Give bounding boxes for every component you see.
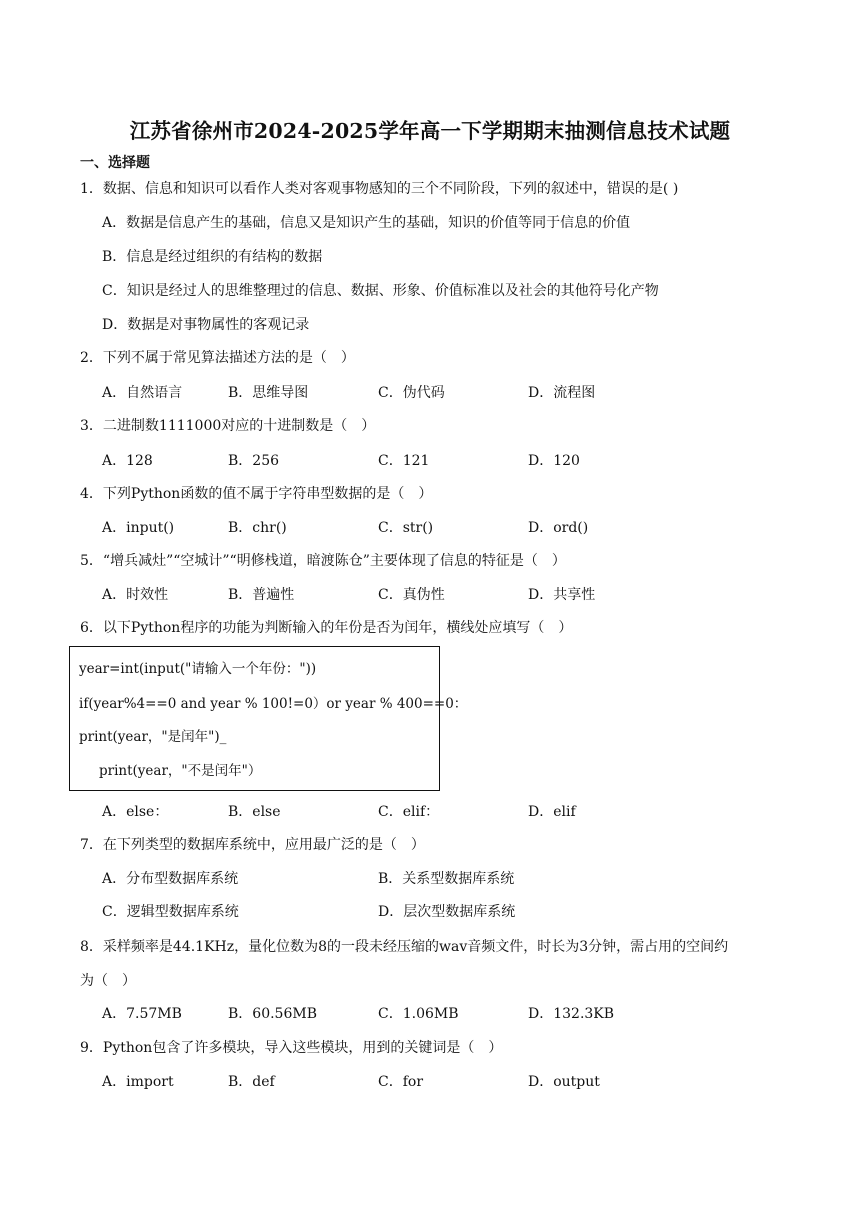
question-6-option-b: B．else xyxy=(228,804,281,820)
question-8-option-a: A．7.57MB xyxy=(102,1006,182,1022)
code-line-2: if(year%4==0 and year % 100!=0）or year % 400==0： xyxy=(79,696,468,712)
question-1-option-b: B．信息是经过组织的有结构的数据 xyxy=(102,249,323,265)
question-6-stem: 6．以下Python程序的功能为判断输入的年份是否为闰年，横线处应填写（ ） xyxy=(80,620,573,636)
question-2-option-d: D．流程图 xyxy=(528,385,596,401)
question-9-stem: 9．Python包含了许多模块，导入这些模块，用到的关键词是（ ） xyxy=(80,1040,503,1056)
question-7-option-a: A．分布型数据库系统 xyxy=(102,871,239,887)
question-9-option-d: D．output xyxy=(528,1074,600,1090)
code-line-3: print(year，"是闰年")_ xyxy=(79,729,227,745)
question-7-option-c: C．逻辑型数据库系统 xyxy=(102,904,239,920)
question-5-option-b: B．普遍性 xyxy=(228,587,295,603)
section-heading: 一、选择题 xyxy=(80,155,150,171)
question-8-option-b: B．60.56MB xyxy=(228,1006,317,1022)
question-4-option-c: C．str() xyxy=(378,520,434,536)
question-1-option-c: C．知识是经过人的思维整理过的信息、数据、形象、价值标准以及社会的其他符号化产物 xyxy=(102,283,659,299)
question-7-option-b: B．关系型数据库系统 xyxy=(378,871,515,887)
question-9-option-c: C．for xyxy=(378,1074,424,1090)
code-line-4: print(year，"不是闰年"） xyxy=(99,763,262,779)
question-5-option-a: A．时效性 xyxy=(102,587,169,603)
question-8-stem-continued: 为（ ） xyxy=(80,973,136,989)
question-2-option-b: B．思维导图 xyxy=(228,385,309,401)
question-4-stem: 4．下列Python函数的值不属于字符串型数据的是（ ） xyxy=(80,486,433,502)
question-3-option-b: B．256 xyxy=(228,453,280,469)
question-2-option-a: A．自然语言 xyxy=(102,385,183,401)
question-4-option-d: D．ord() xyxy=(528,520,589,536)
question-8-option-c: C．1.06MB xyxy=(378,1006,459,1022)
question-6-option-a: A．else： xyxy=(102,804,169,820)
question-5-option-c: C．真伪性 xyxy=(378,587,445,603)
question-9-option-a: A．import xyxy=(102,1074,174,1090)
question-2-option-c: C．伪代码 xyxy=(378,385,445,401)
question-9-option-b: B．def xyxy=(228,1074,275,1090)
question-7-option-d: D．层次型数据库系统 xyxy=(378,904,516,920)
question-4-option-b: B．chr() xyxy=(228,520,287,536)
question-4-option-a: A．input() xyxy=(102,520,175,536)
question-1-option-d: D．数据是对事物属性的客观记录 xyxy=(102,317,310,333)
document-title: 江苏省徐州市2024-2025学年高一下学期期末抽测信息技术试题 xyxy=(129,119,731,143)
question-1-option-a: A．数据是信息产生的基础，信息又是知识产生的基础，知识的价值等同于信息的价值 xyxy=(102,215,631,231)
question-7-stem: 7．在下列类型的数据库系统中，应用最广泛的是（ ） xyxy=(80,837,425,853)
question-1-stem: 1．数据、信息和知识可以看作人类对客观事物感知的三个不同阶段，下列的叙述中，错误的是( ) xyxy=(80,181,679,197)
question-3-option-a: A．128 xyxy=(102,453,153,469)
question-3-option-d: D．120 xyxy=(528,453,580,469)
question-6-option-c: C．elif： xyxy=(378,804,440,820)
question-5-stem: 5．“增兵减灶”“空城计”“明修栈道，暗渡陈仓”主要体现了信息的特征是（ ） xyxy=(80,553,566,569)
question-8-option-d: D．132.3KB xyxy=(528,1006,615,1022)
question-8-stem: 8．采样频率是44.1KHz，量化位数为8的一段未经压缩的wav音频文件，时长为3分钟，需占用的空间约 xyxy=(80,939,729,955)
code-line-1: year=int(input("请输入一个年份：")) xyxy=(79,661,317,677)
question-3-option-c: C．121 xyxy=(378,453,430,469)
question-3-stem: 3．二进制数1111000对应的十进制数是（ ） xyxy=(80,418,376,434)
question-2-stem: 2．下列不属于常见算法描述方法的是（ ） xyxy=(80,350,355,366)
question-5-option-d: D．共享性 xyxy=(528,587,596,603)
question-6-option-d: D．elif xyxy=(528,804,576,820)
